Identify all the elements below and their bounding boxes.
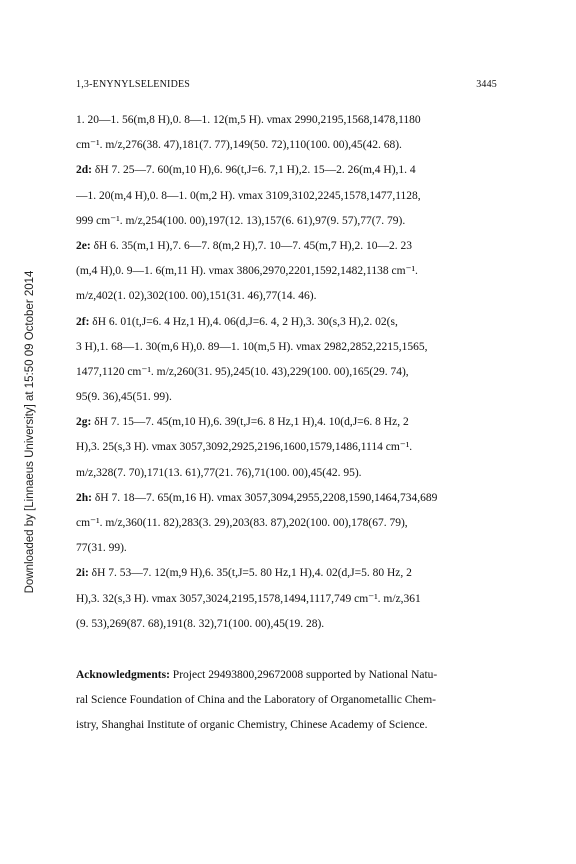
section-spacer (76, 637, 497, 663)
line-text: δH 7. 25—7. 60(m,10 H),6. 96(t,J=6. 7,1 H),2. 15—2. 26(m,4 H),1. 4 (91, 164, 416, 177)
text-line (76, 612, 497, 637)
compound-label: 2h: (76, 491, 92, 504)
acknowledgments-line: istry, Shanghai Institute of organic Chemistry, Chinese Academy of Science. (76, 719, 428, 732)
text-line (76, 158, 497, 183)
line-text: (m,4 H),0. 9—1. 6(m,11 H). νmax 3806,2970,2201,1592,1482,1138 cm⁻¹. (76, 265, 418, 278)
text-line (76, 410, 497, 435)
text-line (76, 486, 497, 511)
line-text: —1. 20(m,4 H),0. 8—1. 0(m,2 H). νmax 3109,3102,2245,1578,1477,1128, (76, 189, 421, 202)
line-text: 999 cm⁻¹. m/z,254(100. 00),197(12. 13),157(6. 61),97(9. 57),77(7. 79). (76, 214, 406, 227)
text-line (76, 385, 497, 410)
text-line (76, 184, 497, 209)
line-text: m/z,402(1. 02),302(100. 00),151(31. 46),77(14. 46). (76, 290, 317, 303)
line-text: δH 7. 53—7. 12(m,9 H),6. 35(t,J=5. 80 Hz,1 H),4. 02(d,J=5. 80 Hz, 2 (88, 567, 412, 580)
line-text: H),3. 25(s,3 H). νmax 3057,3092,2925,2196,1600,1579,1486,1114 cm⁻¹. (76, 441, 413, 454)
compound-label: 2d: (76, 164, 92, 177)
page-number: 3445 (476, 79, 497, 90)
text-line (76, 561, 497, 586)
line-text: (9. 53),269(87. 68),191(8. 32),71(100. 00),45(19. 28). (76, 617, 325, 630)
running-head-title: 1,3-ENYNYLSELENIDES (76, 79, 191, 90)
acknowledgments-label: Acknowledgments: (76, 668, 170, 681)
text-line (76, 435, 497, 460)
acknowledgments-line (76, 663, 497, 688)
article-body (76, 108, 497, 739)
compound-label: 2f: (76, 315, 90, 328)
text-line (76, 587, 497, 612)
text-line (76, 511, 497, 536)
line-text: H),3. 32(s,3 H). νmax 3057,3024,2195,1578,1494,1117,749 cm⁻¹. m/z,361 (76, 592, 421, 605)
compound-data-block (76, 108, 497, 637)
acknowledgments-text: Project 29493800,29672008 supported by National Natu- (169, 668, 438, 681)
line-text: δH 6. 01(t,J=6. 4 Hz,1 H),4. 06(d,J=6. 4, 2 H),3. 30(s,3 H),2. 02(s, (89, 315, 398, 328)
text-line (76, 335, 497, 360)
text-line (76, 108, 497, 133)
text-line (76, 461, 497, 486)
line-text: δH 7. 18—7. 65(m,16 H). νmax 3057,3094,2955,2208,1590,1464,734,689 (91, 491, 438, 504)
text-line (76, 209, 497, 234)
line-text: 77(31. 99). (76, 542, 127, 555)
line-text: cm⁻¹. m/z,360(11. 82),283(3. 29),203(83. 87),202(100. 00),178(67. 79), (76, 517, 408, 529)
text-line (76, 234, 497, 259)
line-text: 95(9. 36),45(51. 99). (76, 391, 172, 404)
line-text: cm⁻¹. m/z,276(38. 47),181(7. 77),149(50. 72),110(100. 00),45(42. 68). (76, 139, 402, 152)
line-text: 1. 20—1. 56(m,8 H),0. 8—1. 12(m,5 H). νmax 2990,2195,1568,1478,1180 (76, 114, 421, 126)
text-line (76, 310, 497, 335)
line-text: m/z,328(7. 70),171(13. 61),77(21. 76),71(100. 00),45(42. 95). (76, 466, 362, 479)
compound-label: 2i: (76, 567, 89, 580)
compound-label: 2g: (76, 416, 92, 429)
line-text: δH 6. 35(m,1 H),7. 6—7. 8(m,2 H),7. 10—7. 45(m,7 H),2. 10—2. 23 (90, 239, 413, 252)
text-line (76, 536, 497, 561)
text-line (76, 133, 497, 158)
line-text: 1477,1120 cm⁻¹. m/z,260(31. 95),245(10. 43),229(100. 00),165(29. 74), (76, 365, 409, 378)
compound-label: 2e: (76, 239, 91, 252)
line-text: δH 7. 15—7. 45(m,10 H),6. 39(t,J=6. 8 Hz,1 H),4. 10(d,J=6. 8 Hz, 2 (91, 416, 409, 429)
text-line (76, 284, 497, 309)
download-watermark: Downloaded by [Linnaeus University] at 15:50 09 October 2014 (24, 270, 36, 594)
acknowledgments-line: ral Science Foundation of China and the Laboratory of Organometallic Chem- (76, 694, 437, 707)
line-text: 3 H),1. 68—1. 30(m,6 H),0. 89—1. 10(m,5 H). νmax 2982,2852,2215,1565, (76, 340, 428, 353)
text-line (76, 360, 497, 385)
text-line (76, 259, 497, 284)
